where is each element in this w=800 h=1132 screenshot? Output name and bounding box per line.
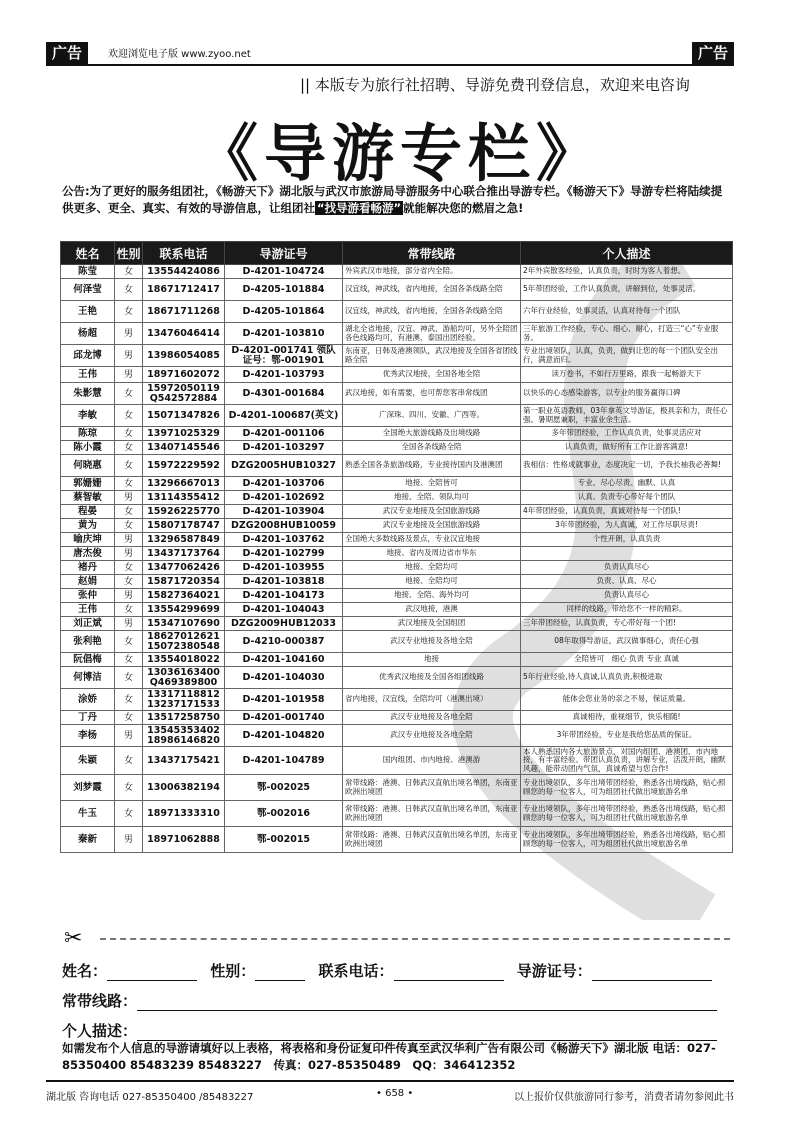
cell-desc: 专业出境领队，多年出境带团经验，熟悉各出境线路，贴心照顾您的每一位客人，可为组团社代做出境旅游名单	[521, 801, 733, 827]
form-phone-field[interactable]	[394, 966, 504, 981]
table-row	[61, 477, 733, 491]
cell-name: 王艳	[61, 301, 115, 323]
cell-route: 地接、全陪均可	[343, 575, 521, 589]
table-row	[61, 455, 733, 477]
cell-route: 地接、全陪、领队均可	[343, 491, 521, 505]
cell-route: 湖北全省地接，汉宜、神武、游船均可，另外全陪团各色线路均可，有港澳、泰国出团经验。	[343, 323, 521, 345]
cell-license: D-4201-103955	[225, 561, 343, 575]
cell-phone: 15972229592	[143, 455, 225, 477]
cell-license: D-4201-104030	[225, 667, 343, 689]
cell-name: 程晏	[61, 505, 115, 519]
cell-route: 地接、全陪均可	[343, 561, 521, 575]
cell-desc: 三年旅游工作经验，专心、细心、耐心，打造三“心”专业服务。	[521, 323, 733, 345]
cell-name: 涂娇	[61, 689, 115, 711]
cell-route: 广深珠、四川、安徽、广西等。	[343, 405, 521, 427]
cell-phone: 13545353402 18986146820	[143, 725, 225, 747]
cell-desc: 08年取得导游证，武汉做事细心，责任心强	[521, 631, 733, 653]
cell-phone: 18971062888	[143, 827, 225, 853]
cell-route: 武汉专业地接及全国旅游线路	[343, 519, 521, 533]
cell-gender: 女	[115, 689, 143, 711]
cell-license: D-4201-103818	[225, 575, 343, 589]
cell-desc: 3年带团经验，专业是我给您品质的保证。	[521, 725, 733, 747]
table-row	[61, 689, 733, 711]
cell-gender: 女	[115, 383, 143, 405]
cell-name: 张利艳	[61, 631, 115, 653]
table-row	[61, 505, 733, 519]
cell-desc: 专业出境领队，多年出境带团经验，熟悉各出境线路，贴心照顾您的每一位客人，可为组团社代做出境旅游名单	[521, 827, 733, 853]
cell-route: 汉宜线，神武线，省内地接，全国各条线路全陪	[343, 301, 521, 323]
cell-route: 常带线路：港澳、日韩武汉直航出境名单团，东南亚欧洲出境团	[343, 775, 521, 801]
cell-phone: 13554424086	[143, 265, 225, 279]
table-row	[61, 631, 733, 653]
cell-gender: 男	[115, 491, 143, 505]
cell-gender: 男	[115, 323, 143, 345]
cell-license: D-4201-102692	[225, 491, 343, 505]
cell-desc: 负责认真尽心	[521, 589, 733, 603]
form-row-2	[62, 990, 717, 1011]
cell-gender: 女	[115, 301, 143, 323]
form-license-field[interactable]	[592, 966, 712, 981]
cell-license: D-4201-104160	[225, 653, 343, 667]
cell-desc: 多年带团经验，工作认真负责，处事灵活应对	[521, 427, 733, 441]
cell-route: 全国各条线路全陪	[343, 441, 521, 455]
cell-name: 王伟	[61, 603, 115, 617]
cell-license: D-4205-101884	[225, 279, 343, 301]
cell-phone: 13554018022	[143, 653, 225, 667]
cell-name: 秦新	[61, 827, 115, 853]
cell-desc: 认真、负责专心带好每个团队	[521, 491, 733, 505]
cell-gender: 男	[115, 345, 143, 367]
cell-license: D-4201-103904	[225, 505, 343, 519]
cell-phone: 15807178747	[143, 519, 225, 533]
cell-gender: 男	[115, 725, 143, 747]
cell-license: D-4201-101958	[225, 689, 343, 711]
cell-desc: 我相信：性格成就事业，态度决定一切，予我长袖我必善舞!	[521, 455, 733, 477]
cell-gender: 女	[115, 603, 143, 617]
cell-gender: 女	[115, 455, 143, 477]
cell-desc: 专业出境领队，多年出境带团经验，熟悉各出境线路，贴心照顾您的每一位客人，可为组团社代做出境旅游名单	[521, 775, 733, 801]
cell-route: 武汉专业地接及各地全陪	[343, 631, 521, 653]
cell-gender: 女	[115, 801, 143, 827]
table-row	[61, 801, 733, 827]
cell-name: 何博洁	[61, 667, 115, 689]
cell-gender: 女	[115, 711, 143, 725]
cell-phone: 13437175421	[143, 747, 225, 775]
cell-gender: 女	[115, 747, 143, 775]
site-url: 欢迎浏览电子版 www.zyoo.net	[108, 49, 251, 60]
cell-name: 陈琼	[61, 427, 115, 441]
cell-route: 武汉地接及全国组团	[343, 617, 521, 631]
table-row	[61, 427, 733, 441]
table-row	[61, 323, 733, 345]
table-row	[61, 725, 733, 747]
cell-license: D-4201-104043	[225, 603, 343, 617]
table-row	[61, 301, 733, 323]
cell-phone: 13006382194	[143, 775, 225, 801]
ad-tag-right: 广告	[692, 42, 734, 64]
form-phone-label: 联系电话：	[318, 962, 394, 980]
cell-desc: 同样的线路，带给您不一样的精彩。	[521, 603, 733, 617]
scissors-icon: ✂	[64, 926, 83, 951]
cell-license: D-4201-001106	[225, 427, 343, 441]
table-row	[61, 491, 733, 505]
cell-desc: 3年带团经验，为人真诚，对工作尽职尽责!	[521, 519, 733, 533]
table-row	[61, 533, 733, 547]
bottom-bar	[46, 1080, 734, 1103]
notice	[62, 183, 732, 217]
cell-phone: 13296667013	[143, 477, 225, 491]
cell-phone: 13517258750	[143, 711, 225, 725]
cell-license: D-4201-103810	[225, 323, 343, 345]
table-row	[61, 589, 733, 603]
col-header: 常带线路	[343, 242, 521, 265]
cell-phone: 13407145546	[143, 441, 225, 455]
bottom-left: 湖北版 咨询电话 027-85350400 /85483227	[46, 1092, 254, 1103]
cell-license: DZG2009HUB12033	[225, 617, 343, 631]
cell-desc: 能体会您业务的亲之不易，保证质量。	[521, 689, 733, 711]
table-row	[61, 405, 733, 427]
cell-name: 阮倡梅	[61, 653, 115, 667]
cell-gender: 女	[115, 561, 143, 575]
cell-gender: 女	[115, 575, 143, 589]
cell-route: 常带线路：港澳、日韩武汉直航出境名单团，东南亚欧洲出境团	[343, 801, 521, 827]
cell-license: D-4201-104724	[225, 265, 343, 279]
cell-name: 黄为	[61, 519, 115, 533]
cell-route: 汉宜线，神武线，省内地接，全国各条线路全陪	[343, 279, 521, 301]
cell-desc: 专业、尽心尽责、幽默、认真	[521, 477, 733, 491]
cell-name: 朱颖	[61, 747, 115, 775]
notice-highlight: “找导游看畅游”	[317, 201, 402, 215]
cell-gender: 女	[115, 441, 143, 455]
form-name-label: 姓名：	[62, 962, 108, 980]
cell-name: 朱影慧	[61, 383, 115, 405]
cell-desc: 以快乐的心态感染游客，以专业的服务赢得口碑	[521, 383, 733, 405]
cell-desc: 本人熟悉国内各大旅游景点，对国内组团、港澳团、市内地接，有丰富经验。带团认真负责，讲解专业，活泼开朗，幽默风趣，能带动团内气氛，真诚希望与您合作!	[521, 747, 733, 775]
cell-name: 牛玉	[61, 801, 115, 827]
cell-phone: 13114355412	[143, 491, 225, 505]
cell-route: 外宾武汉市地接，部分省内全陪。	[343, 265, 521, 279]
cell-license: D-4201-001740	[225, 711, 343, 725]
cell-license: D-4210-000387	[225, 631, 343, 653]
cell-name: 何泽莹	[61, 279, 115, 301]
cell-license: D-4205-101864	[225, 301, 343, 323]
cell-phone: 13317118812 13237171533	[143, 689, 225, 711]
table-row	[61, 617, 733, 631]
cell-phone: 15071347826	[143, 405, 225, 427]
table-row	[61, 603, 733, 617]
table-row	[61, 519, 733, 533]
cell-phone: 15972050119 Q542572884	[143, 383, 225, 405]
cell-phone: 13554299699	[143, 603, 225, 617]
cell-desc: 第一职业英语教师，03年拿英文导游证，极具亲和力，责任心强。暑期愿兼职，丰富业余生活。	[521, 405, 733, 427]
form-gender-label: 性别：	[210, 962, 256, 980]
cell-phone: 13476046414	[143, 323, 225, 345]
cell-gender: 女	[115, 653, 143, 667]
cell-route: 全国绝大多数线路及景点，专业汉宜地接	[343, 533, 521, 547]
cell-license: D-4201-103706	[225, 477, 343, 491]
cell-desc: 三年带团经验，认真负责，专心带好每一个团!	[521, 617, 733, 631]
cell-name: 唐杰俊	[61, 547, 115, 561]
cell-route: 武汉专业地接及全国旅游线路	[343, 505, 521, 519]
cell-route: 省内地接，汉宜线，全陪均可（港澳出境）	[343, 689, 521, 711]
cell-name: 杨超	[61, 323, 115, 345]
table-row	[61, 575, 733, 589]
table-row	[61, 345, 733, 367]
cell-name: 刘梦霞	[61, 775, 115, 801]
cell-desc: 5年行业经验,待人真诚,认真负责,积极进取	[521, 667, 733, 689]
cell-license: D-4201-104789	[225, 747, 343, 775]
col-header: 导游证号	[225, 242, 343, 265]
cell-route: 优秀武汉地接及全国各组团线路	[343, 667, 521, 689]
cell-license: DZG2008HUB10059	[225, 519, 343, 533]
table-row	[61, 667, 733, 689]
cell-gender: 女	[115, 667, 143, 689]
cell-desc: 负责认真尽心	[521, 561, 733, 575]
form-route-label: 常带线路：	[62, 992, 138, 1010]
cell-phone: 13986054085	[143, 345, 225, 367]
table-row	[61, 265, 733, 279]
cut-line	[100, 938, 730, 940]
cell-license: D-4201-001741 领队证号：鄂-001901	[225, 345, 343, 367]
cell-route: 武汉地接，港澳	[343, 603, 521, 617]
cell-license: D-4201-103297	[225, 441, 343, 455]
table-row	[61, 547, 733, 561]
cell-gender: 男	[115, 617, 143, 631]
cell-name: 邱龙博	[61, 345, 115, 367]
table-row	[61, 775, 733, 801]
form-row-1	[62, 960, 712, 981]
cell-license: D-4201-103762	[225, 533, 343, 547]
page-number: • 658 •	[376, 1088, 414, 1099]
cell-phone: 13477062426	[143, 561, 225, 575]
cell-gender: 男	[115, 827, 143, 853]
cell-desc: 个性开朗，认真负责	[521, 533, 733, 547]
cell-phone: 13437173764	[143, 547, 225, 561]
cell-license: D-4201-104820	[225, 725, 343, 747]
table-row	[61, 711, 733, 725]
cell-phone: 18627012621 15072380548	[143, 631, 225, 653]
cell-route: 常带线路：港澳、日韩武汉直航出境名单团，东南亚欧洲出境团	[343, 827, 521, 853]
cell-phone: 13296587849	[143, 533, 225, 547]
cell-route: 地接、省内及周边省市华东	[343, 547, 521, 561]
table-row	[61, 367, 733, 383]
cell-name: 王伟	[61, 367, 115, 383]
form-desc-field[interactable]	[137, 1026, 717, 1041]
form-desc-label: 个人描述：	[62, 1022, 138, 1040]
cell-license: DZG2005HUB10327	[225, 455, 343, 477]
cell-phone: 18971602072	[143, 367, 225, 383]
cell-name: 丁丹	[61, 711, 115, 725]
cell-phone: 15871720354	[143, 575, 225, 589]
cell-license: D-4201-102799	[225, 547, 343, 561]
cell-gender: 女	[115, 631, 143, 653]
cell-desc: 六年行业经验，处事灵活，认真对待每一个团队	[521, 301, 733, 323]
cell-desc: 真诚相待，重视细节，快乐相随!	[521, 711, 733, 725]
cell-name: 张仲	[61, 589, 115, 603]
cell-route: 武汉专业地接及各地全陪	[343, 725, 521, 747]
cell-desc: 读万卷书，不如行万里路，跟我一起畅游天下	[521, 367, 733, 383]
cell-route: 国内组团、市内地接、港澳游	[343, 747, 521, 775]
cell-license: 鄂-002016	[225, 801, 343, 827]
cell-license: D-4201-104173	[225, 589, 343, 603]
cell-gender: 女	[115, 505, 143, 519]
table-row	[61, 653, 733, 667]
top-bar	[46, 42, 734, 66]
col-header: 联系电话	[143, 242, 225, 265]
cell-gender: 女	[115, 775, 143, 801]
cell-desc: 全陪皆可 细心 负责 专业 真诚	[521, 653, 733, 667]
cell-name: 蔡智敏	[61, 491, 115, 505]
cell-gender: 女	[115, 477, 143, 491]
cell-desc	[521, 547, 733, 561]
notice-label: 公告:	[62, 184, 90, 198]
cell-phone: 15347107690	[143, 617, 225, 631]
cell-gender: 女	[115, 265, 143, 279]
notice-end: 就能解决您的燃眉之急!	[403, 201, 524, 215]
cell-route: 武汉地接，如有需要，也可帮您客串常线团	[343, 383, 521, 405]
cell-phone: 15926225770	[143, 505, 225, 519]
cell-desc: 负责、认真、尽心	[521, 575, 733, 589]
cell-route: 优秀武汉地接，全国各地全陪	[343, 367, 521, 383]
cell-route: 地接、全陪、海外均可	[343, 589, 521, 603]
table-row	[61, 561, 733, 575]
cell-desc: 5年带团经验，工作认真负责，讲解到位，处事灵活。	[521, 279, 733, 301]
table-row	[61, 747, 733, 775]
form-row-3	[62, 1020, 717, 1041]
cell-phone: 18671712417	[143, 279, 225, 301]
form-license-label: 导游证号：	[516, 962, 592, 980]
cell-phone: 13971025329	[143, 427, 225, 441]
cell-route: 地接	[343, 653, 521, 667]
cell-name: 李杨	[61, 725, 115, 747]
ad-tag-left: 广告	[46, 42, 88, 64]
cell-gender: 男	[115, 547, 143, 561]
col-header: 个人描述	[521, 242, 733, 265]
cell-gender: 男	[115, 367, 143, 383]
cell-phone: 18671711268	[143, 301, 225, 323]
cell-license: D-4301-001684	[225, 383, 343, 405]
table-row	[61, 383, 733, 405]
cell-route: 武汉专业地接及各地全陪	[343, 711, 521, 725]
subtitle: || 本版专为旅行社招聘、导游免费刊登信息，欢迎来电咨询	[300, 76, 690, 94]
bottom-right: 以上报价仅供旅游同行参考，消费者请勿参阅此书	[514, 1092, 734, 1103]
cell-desc: 专业出境领队，认真，负责，做到让您的每一个团队安全出行，满意而归。	[521, 345, 733, 367]
cell-license: 鄂-002015	[225, 827, 343, 853]
form-gender-field[interactable]	[255, 966, 305, 981]
cell-name: 褚丹	[61, 561, 115, 575]
footnote: 如需发布个人信息的导游请填好以上表格，将表格和身份证复印件传真至武汉华利广告有限公司《畅游天下》湖北版 电话：027-85350400 85483239 85483227 传真：027-85350489 QQ：346412352	[62, 1041, 716, 1072]
guide-table	[60, 241, 733, 853]
cell-phone: 15827364021	[143, 589, 225, 603]
form-name-field[interactable]	[107, 966, 197, 981]
cell-name: 刘正斌	[61, 617, 115, 631]
form-route-field[interactable]	[137, 996, 717, 1011]
col-header: 姓名	[61, 242, 115, 265]
cell-gender: 女	[115, 405, 143, 427]
cell-gender: 女	[115, 427, 143, 441]
table-row	[61, 441, 733, 455]
cell-route: 全国绝大旅游线路及出境线路	[343, 427, 521, 441]
cell-gender: 女	[115, 519, 143, 533]
cell-desc: 认真负责，做好所有工作让游客满意!	[521, 441, 733, 455]
cell-route: 地接、全陪皆可	[343, 477, 521, 491]
cell-license: 鄂-002025	[225, 775, 343, 801]
cell-license: D-4201-103793	[225, 367, 343, 383]
table-row	[61, 827, 733, 853]
cell-name: 赵娟	[61, 575, 115, 589]
cell-name: 陈莹	[61, 265, 115, 279]
cell-name: 李敏	[61, 405, 115, 427]
cell-gender: 男	[115, 589, 143, 603]
table-row	[61, 279, 733, 301]
cell-name: 陈小霞	[61, 441, 115, 455]
cell-name: 郭姗姗	[61, 477, 115, 491]
page-title: 《导游专栏》	[195, 117, 604, 190]
cell-phone: 13036163400 Q469389800	[143, 667, 225, 689]
cell-route: 熟悉全国各条旅游线路，专业接待国内及港澳团	[343, 455, 521, 477]
cell-name: 何晓惠	[61, 455, 115, 477]
cell-desc: 4年带团经验，认真负责，真诚对待每一个团队!	[521, 505, 733, 519]
cell-license: D-4201-100687(英文)	[225, 405, 343, 427]
col-header: 性别	[115, 242, 143, 265]
cell-name: 喻庆坤	[61, 533, 115, 547]
cell-phone: 18971333310	[143, 801, 225, 827]
cell-gender: 女	[115, 279, 143, 301]
cell-desc: 2年外宾散客经验，认真负责，时时为客人着想。	[521, 265, 733, 279]
cell-gender: 男	[115, 533, 143, 547]
cell-route: 东南亚，日韩及港澳领队，武汉地接及全国各省团线路全陪	[343, 345, 521, 367]
notice-text: 为了更好的服务组团社，《畅游天下》湖北版与武汉市旅游局导游服务中心联合推出导游专栏。《畅游天下》导游专栏将陆续提供更多、更全、真实、有效的导游信息，让组团社	[62, 184, 723, 215]
